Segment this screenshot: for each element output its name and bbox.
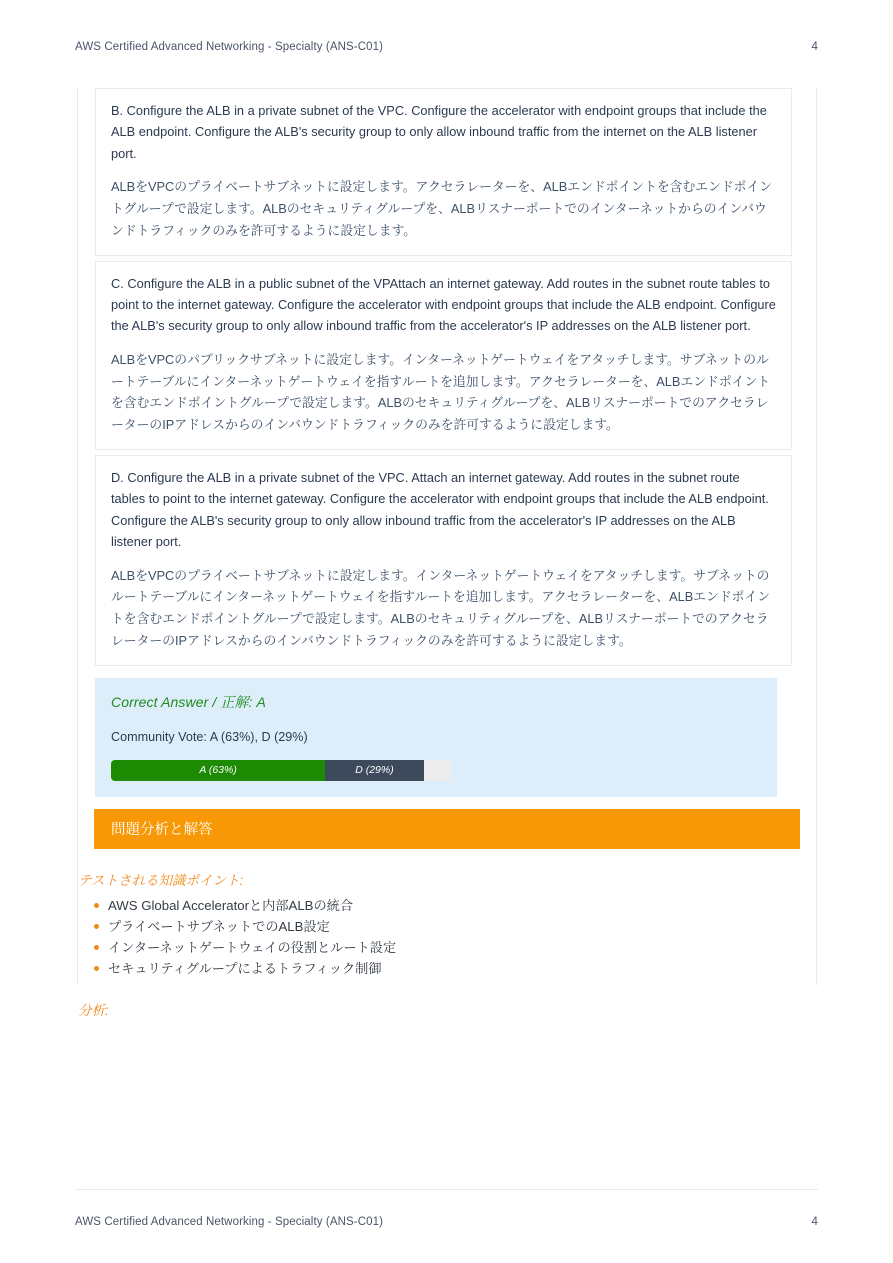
running-footer-title: AWS Certified Advanced Networking - Specialty (ANS-C01): [75, 1216, 384, 1228]
footer-divider: [75, 1189, 818, 1190]
community-vote-label: Community Vote: A (63%), D (29%): [111, 729, 308, 744]
vote-segment-a-label: A (63%): [199, 764, 237, 777]
knowledge-points-title: テストされる知識ポイント:: [78, 872, 244, 888]
community-vote-bar: [111, 760, 451, 781]
analysis-title: 分析:: [78, 1002, 109, 1018]
correct-answer-label: Correct Answer / 正解: A: [111, 693, 266, 710]
option-d-japanese-text: ALBをVPCのプライベートサブネットに設定します。インターネットゲートウェイをアタッチします。サブネットのルートテーブルにインターネットゲートウェイを指すルートを追加します。アクセラレーターを、ALBエンドポイントを含むエンドポイントグループで設定します。ALBのセキュリティグループを、ALBリスナーポートでのアクセラレーターのIPアドレスからのインバウンドトラフィックのみを許可するように設定します。: [111, 567, 771, 649]
content-inner: [78, 88, 792, 1019]
page-content-column: [77, 88, 817, 1018]
running-footer-page-number: 4: [811, 1216, 818, 1228]
running-footer: [75, 1216, 818, 1228]
option-d-english-text: D. Configure the ALB in a private subnet of the VPC. Attach an internet gateway. Add routes in the subnet route tables to point to the internet gateway. Configure the accelerator with endpoint groups that include the ALB endpoint. Configure the ALB's security group to only allow inbound traffic from the accelerator's IP addresses on the ALB listener port.: [111, 470, 769, 550]
list-item: AWS Global Acceleratorと内部ALBの統合: [94, 895, 792, 916]
running-header: [75, 41, 818, 53]
answer-option-d[interactable]: [95, 455, 792, 666]
list-item: プライベートサブネットでのALB設定: [94, 916, 792, 937]
vote-segment-d-label: D (29%): [355, 764, 394, 777]
vote-segment-d: [325, 760, 424, 781]
analysis-section-header-title: 問題分析と解答: [111, 822, 213, 839]
answer-option-b[interactable]: [95, 88, 792, 256]
correct-answer-box: [95, 678, 777, 797]
running-header-page-number: 4: [811, 41, 818, 53]
list-item: インターネットゲートウェイの役割とルート設定: [94, 937, 792, 958]
knowledge-points-list: [78, 895, 792, 979]
list-item: セキュリティグループによるトラフィック制御: [94, 958, 792, 979]
option-c-japanese-text: ALBをVPCのパブリックサブネットに設定します。インターネットゲートウェイをアタッチします。サブネットのルートテーブルにインターネットゲートウェイを指すルートを追加します。アクセラレーターを、ALBエンドポイントを含むエンドポイントグループで設定します。ALBのセキュリティグループを、ALBリスナーポートでのアクセラレーターのIPアドレスからのインバウンドトラフィックのみを許可するように設定します。: [111, 351, 771, 433]
analysis-section-header: [94, 809, 800, 849]
option-c-english-text: C. Configure the ALB in a public subnet of the VPAttach an internet gateway. Add routes in the subnet route tables to point to the internet gateway. Configure the accelerator with endpoint groups that include the ALB endpoint. Configure the ALB's security group to only allow inbound traffic from the accelerator's IP addresses on the ALB listener port.: [111, 275, 776, 334]
vote-segment-a: [111, 760, 325, 781]
option-b-english-text: B. Configure the ALB in a private subnet of the VPC. Configure the accelerator with endpoint groups that include the ALB endpoint. Configure the ALB's security group to only allow inbound traffic from the internet on the ALB listener port.: [111, 103, 767, 161]
option-b-japanese-text: ALBをVPCのプライベートサブネットに設定します。アクセラレーターを、ALBエンドポイントを含むエンドポイントグループで設定します。ALBのセキュリティグループを、ALBリスナーポートでのインターネットからのインバウンドトラフィックのみを許可するように設定します。: [111, 179, 773, 238]
answer-option-c[interactable]: [95, 261, 792, 450]
running-header-title: AWS Certified Advanced Networking - Specialty (ANS-C01): [75, 41, 384, 53]
